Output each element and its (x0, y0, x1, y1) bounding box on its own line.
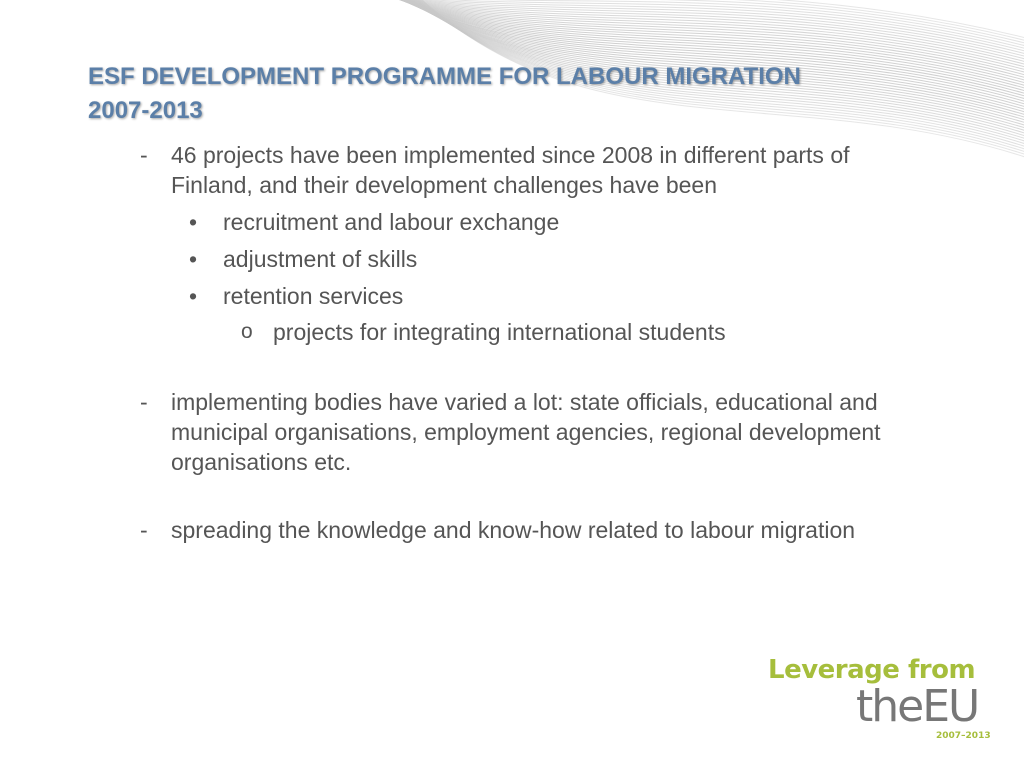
logo-tagline: Leverage from (768, 655, 976, 685)
sub-item-text: retention services (223, 283, 404, 309)
list-item-text: implementing bodies have varied a lot: state officials, educational and municipal organisations, employment agencies, regional development organisations etc. (171, 389, 881, 475)
list-item-implementing-bodies (138, 387, 918, 477)
sub-item-recruitment (185, 207, 918, 237)
bullet-marker: • (189, 246, 198, 272)
slide-body (138, 140, 918, 548)
bullet-marker: • (189, 209, 198, 235)
dash-marker: - (140, 142, 148, 168)
sub-sub-item-text: projects for integrating international students (273, 319, 726, 345)
dash-marker: - (140, 389, 148, 415)
slide-title-line-1: ESF DEVELOPMENT PROGRAMME FOR LABOUR MIGRATION (88, 63, 801, 90)
logo-period: 2007–2013 (936, 731, 991, 741)
logo-wordmark: theEU (856, 681, 979, 732)
leverage-from-the-eu-logo (768, 655, 1008, 745)
sub-sub-item-students (238, 317, 918, 347)
list-item-text: 46 projects have been implemented since 2008 in different parts of Finland, and their development challenges have been (171, 142, 850, 198)
dash-marker: - (140, 517, 148, 543)
bullet-marker: • (189, 283, 198, 309)
sub-item-skills (185, 244, 918, 274)
sub-item-retention (185, 281, 918, 311)
sub-item-text: recruitment and labour exchange (223, 209, 560, 235)
list-item-projects (138, 140, 918, 200)
list-item-spreading-knowledge (138, 513, 918, 548)
slide-title (88, 60, 968, 128)
circle-marker: o (241, 320, 253, 343)
slide-title-line-2: 2007-2013 (88, 97, 203, 124)
sub-item-text: adjustment of skills (223, 246, 418, 272)
list-item-text: spreading the knowledge and know-how related to labour migration (171, 517, 856, 543)
